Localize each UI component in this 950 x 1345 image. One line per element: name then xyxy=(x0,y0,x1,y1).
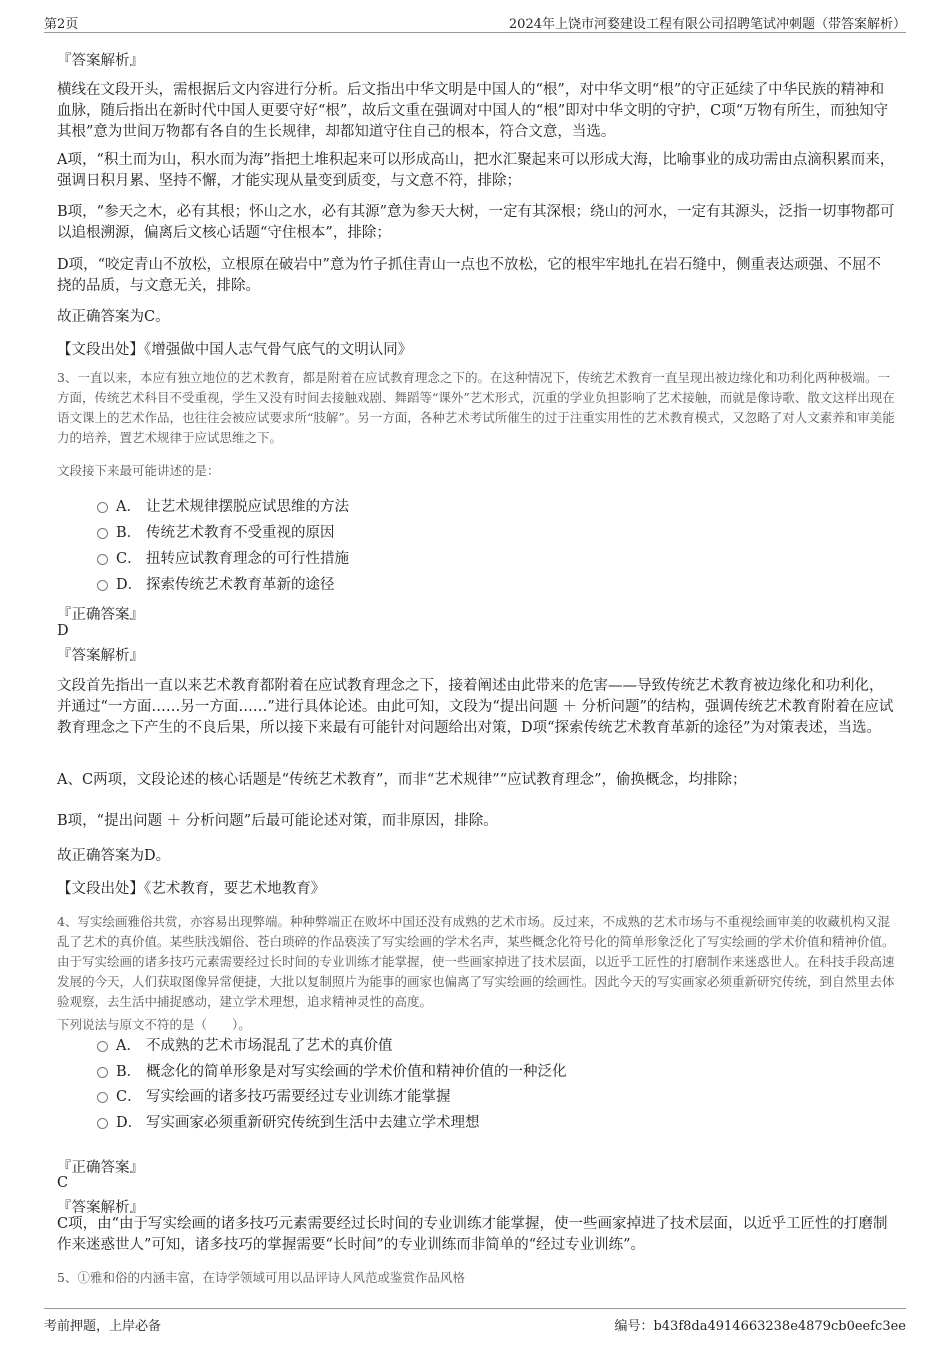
page-footer xyxy=(44,1308,906,1337)
q2-analysis-p2: A项，“积土而为山，积水而为海”指把土堆积起来可以形成高山，把水汇聚起来可以形成大海，比喻事业的成功需由点滴积累而来，强调日积月累、坚持不懈，才能实现从量变到质变，与文意不符，排除； xyxy=(57,152,895,189)
q3-analysis-p3: B项，“提出问题 ＋ 分析问题”后最可能论述对策，而非原因，排除。 xyxy=(57,813,498,829)
radio-icon[interactable] xyxy=(97,502,108,513)
radio-icon[interactable] xyxy=(97,1092,108,1103)
document-code: 编号：b43f8da4914663238e4879cb0eefc3ee xyxy=(614,1319,906,1334)
q3-source: 【文段出处】《艺术教育，要艺术地教育》 xyxy=(57,881,326,897)
q2-analysis-p1: 横线在文段开头，需根据后文内容进行分析。后文指出中华文明是中国人的“根”，对中华文明“根”的守正延续了中华民族的精神和血脉，随后指出在新时代中国人更要守好“根”，故后文重在强调对中国人的“根”即对中华文明的守护，C项“万物有所生，而独知守其根”意为世间万物都有各自的生长规律，却都知道守住自己的根本，符合文意，当选。 xyxy=(57,82,889,140)
radio-icon[interactable] xyxy=(97,554,108,565)
q3-answer-label: 『正确答案』 xyxy=(57,607,144,623)
document-title: 2024年上饶市河婺建设工程有限公司招聘笔试冲刺题（带答案解析） xyxy=(508,17,906,32)
page-header xyxy=(44,8,906,33)
q3-option-a[interactable]: A． 让艺术规律摆脱应试思维的方法 xyxy=(97,497,349,517)
q4-answer-label: 『正确答案』 xyxy=(57,1160,144,1176)
radio-icon[interactable] xyxy=(97,1118,108,1129)
q2-analysis-label: 『答案解析』 xyxy=(57,53,144,69)
q4-question: 下列说法与原文不符的是（ ）。 xyxy=(57,1017,251,1032)
q3-analysis-p2: A、C两项，文段论述的核心话题是“传统艺术教育”，而非“艺术规律”“应试教育理念”，偷换概念，均排除； xyxy=(57,772,747,788)
radio-icon[interactable] xyxy=(97,580,108,591)
q3-answer: D xyxy=(57,623,69,639)
q2-conclusion: 故正确答案为C。 xyxy=(57,309,170,325)
q3-stem: 3、一直以来，本应有独立地位的艺术教育，都是附着在应试教育理念之下的。在这种情况下，传统艺术教育一直呈现出被边缘化和功利化两种极端。一方面，传统艺术科目不受重视，学生又没有时间去接触戏剧、舞蹈等“课外”艺术形式，沉重的学业负担影响了艺术接触，而就是像诗歌、散文这样出现在语文课上的艺术作品，也往往会被应试要求所“肢解”。另一方面，各种艺术考试所催生的过于注重实用性的艺术教育模式，又忽略了对人文素养和审美能力的培养，置艺术规律于应试思维之下。 xyxy=(57,370,895,445)
q5-stem: 5、①雅和俗的内涵丰富，在诗学领域可用以品评诗人风范或鉴赏作品风格 xyxy=(57,1270,465,1285)
q3-option-b[interactable]: B． 传统艺术教育不受重视的原因 xyxy=(97,523,335,543)
q4-option-d[interactable]: D． 写实画家必须重新研究传统到生活中去建立学术理想 xyxy=(97,1113,480,1133)
footer-slogan: 考前押题，上岸必备 xyxy=(44,1319,162,1334)
radio-icon[interactable] xyxy=(97,1067,108,1078)
q3-analysis-label: 『答案解析』 xyxy=(57,648,144,664)
q3-analysis-p1: 文段首先指出一直以来艺术教育都附着在应试教育理念之下，接着阐述由此带来的危害——导致传统艺术教育被边缘化和功利化，并通过“一方面……另一方面……”进行具体论述。由此可知，文段为“提出问题 ＋ 分析问题”的结构，强调传统艺术教育附着在应试教育理念之下产生的不良后果，所以接下来最有可能针对问题给出对策，D项“探索传统艺术教育革新的途径”为对策表述，当选。 xyxy=(57,678,894,736)
page-number: 第2页 xyxy=(44,17,79,32)
q3-conclusion: 故正确答案为D。 xyxy=(57,848,171,864)
radio-icon[interactable] xyxy=(97,1041,108,1052)
q2-analysis-p3: B项，“参天之木，必有其根；怀山之水，必有其源”意为参天大树，一定有其深根；绕山的河水，一定有其源头，泛指一切事物都可以追根溯源，偏离后文核心话题“守住根本”，排除； xyxy=(57,204,895,241)
q3-question: 文段接下来最可能讲述的是： xyxy=(57,463,220,478)
q4-option-c[interactable]: C． 写实绘画的诸多技巧需要经过专业训练才能掌握 xyxy=(97,1087,451,1107)
radio-icon[interactable] xyxy=(97,528,108,539)
q3-option-c[interactable]: C． 扭转应试教育理念的可行性措施 xyxy=(97,549,349,569)
q4-analysis-p1: C项，由“由于写实绘画的诸多技巧元素需要经过长时间的专业训练才能掌握，使一些画家掉进了技术层面，以近乎工匠性的打磨制作来迷惑世人”可知，诸多技巧的掌握需要“长时间”的专业训练而非简单的“经过专业训练”。 xyxy=(57,1216,888,1253)
q3-option-d[interactable]: D． 探索传统艺术教育革新的途径 xyxy=(97,575,335,595)
q4-option-b[interactable]: B． 概念化的简单形象是对写实绘画的学术价值和精神价值的一种泛化 xyxy=(97,1062,567,1082)
q4-analysis-label: 『答案解析』 xyxy=(57,1200,144,1216)
q4-stem: 4、写实绘画雅俗共赏，亦容易出现弊端。种种弊端正在败坏中国还没有成熟的艺术市场。反过来，不成熟的艺术市场与不重视绘画审美的收藏机构又混乱了艺术的真价值。某些肤浅媚俗、苍白琐碎的作品亵渎了写实绘画的学术名声，某些概念化符号化的简单形象泛化了写实绘画的学术价值和精神价值。由于写实绘画的诸多技巧元素需要经过长时间的专业训练才能掌握，使一些画家掉进了技术层面，以近乎工匠性的打磨制作来迷惑世人。在科技手段高速发展的今天，人们获取图像异常便捷，大批以复制照片为能事的画家也偏离了写实绘画的绘画性。因此今天的写实画家必须重新研究传统，到自然里去体验观察，去生活中捕捉感动，建立学术理想，追求精神灵性的高度。 xyxy=(57,914,895,1009)
q4-answer: C xyxy=(57,1175,69,1191)
q2-source: 【文段出处】《增强做中国人志气骨气底气的文明认同》 xyxy=(57,342,413,358)
q2-analysis-p4: D项，“咬定青山不放松，立根原在破岩中”意为竹子抓住青山一点也不放松，它的根牢牢地扎在岩石缝中，侧重表达顽强、不屈不挠的品质，与文意无关，排除。 xyxy=(57,257,881,294)
q4-option-a[interactable]: A． 不成熟的艺术市场混乱了艺术的真价值 xyxy=(97,1036,393,1056)
